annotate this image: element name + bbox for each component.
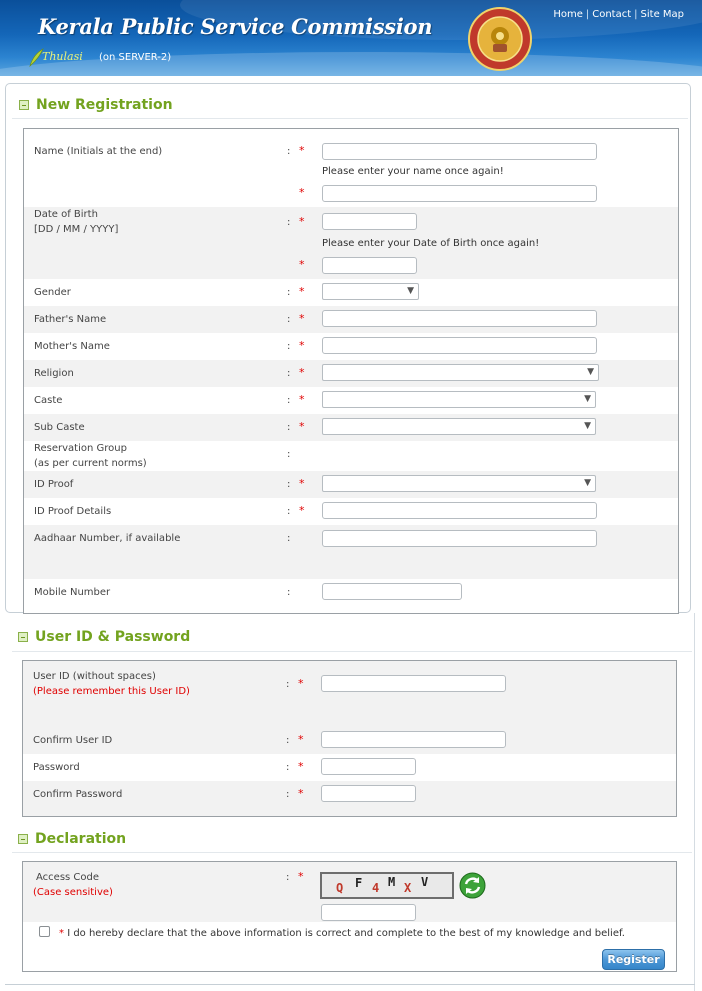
mobile-input[interactable] — [322, 583, 462, 600]
idproof-details-label: ID Proof Details — [34, 506, 112, 517]
name-confirm-hint: Please enter your name once again! — [322, 166, 504, 177]
dob-format: [DD / MM / YYYY] — [34, 224, 119, 235]
idproof-details-input[interactable] — [322, 502, 597, 519]
userid-note-text: (Please remember this User ID) — [33, 686, 190, 697]
server-label: (on SERVER-2) — [99, 52, 172, 63]
colon: : — [286, 872, 290, 883]
chevron-down-icon: ▼ — [584, 394, 591, 404]
required-marker: * — [298, 787, 304, 800]
reservation-sublabel: (as per current norms) — [34, 458, 147, 469]
site-header — [0, 0, 702, 76]
access-code-input[interactable] — [321, 904, 416, 921]
required-marker: * — [298, 733, 304, 746]
access-code-label: Access Code — [36, 872, 100, 883]
idproof-details-row — [24, 498, 678, 525]
required-marker: * — [299, 504, 305, 517]
colon: : — [287, 395, 291, 406]
mother-name-input[interactable] — [322, 337, 597, 354]
dob-row — [24, 207, 678, 279]
declaration-heading — [18, 829, 126, 849]
mobile-row — [24, 579, 678, 614]
subcaste-select[interactable] — [322, 418, 596, 435]
required-marker: * — [299, 477, 305, 490]
userid-label: User ID (without spaces) — [33, 671, 156, 682]
registration-heading-text: New Registration — [36, 97, 173, 113]
required-marker: * — [298, 677, 304, 690]
required-marker: * — [299, 144, 305, 157]
userid-input[interactable] — [321, 675, 506, 692]
heading-divider — [12, 852, 692, 853]
colon: : — [287, 217, 291, 228]
colon: : — [287, 314, 291, 325]
father-row — [24, 306, 678, 333]
site-map-link[interactable]: Site Map — [640, 9, 684, 20]
subcaste-row — [24, 414, 678, 441]
required-marker: * — [59, 928, 64, 939]
name-label: Name (Initials at the end) — [34, 146, 163, 157]
confirm-password-label: Confirm Password — [33, 789, 123, 800]
religion-select[interactable] — [322, 364, 599, 381]
captcha-char: 4 — [372, 881, 380, 895]
required-marker: * — [299, 258, 305, 271]
confirm-password-input[interactable] — [321, 785, 416, 802]
kerala-emblem-icon — [467, 6, 533, 72]
dob-confirm-hint: Please enter your Date of Birth once again! — [322, 238, 540, 249]
reservation-label: Reservation Group — [34, 443, 127, 454]
declaration-statement-text: I do hereby declare that the above information is correct and complete to the best of my knowledge and belief. — [67, 928, 625, 939]
colon: : — [287, 449, 291, 460]
captcha-char: M — [388, 875, 396, 889]
subcaste-label: Sub Caste — [34, 422, 85, 433]
section-collapse-icon — [18, 632, 28, 642]
access-code-row — [23, 862, 676, 922]
credentials-form — [22, 660, 677, 817]
register-button[interactable]: Register — [602, 949, 665, 970]
heading-divider — [12, 651, 692, 652]
mother-row — [24, 333, 678, 360]
thulasi-logo — [28, 45, 88, 69]
colon: : — [287, 533, 291, 544]
access-code-note — [33, 885, 113, 900]
colon: : — [287, 506, 291, 517]
declaration-form — [22, 861, 677, 972]
refresh-icon[interactable] — [459, 872, 486, 899]
credentials-heading-text: User ID & Password — [35, 629, 191, 645]
colon: : — [286, 679, 290, 690]
colon: : — [286, 735, 290, 746]
chevron-down-icon: ▼ — [407, 286, 414, 296]
colon: : — [287, 422, 291, 433]
caste-row — [24, 387, 678, 414]
credentials-heading — [18, 627, 190, 647]
required-marker: * — [298, 760, 304, 773]
name-confirm-input[interactable] — [322, 185, 597, 202]
panel-border — [5, 984, 695, 991]
caste-label: Caste — [34, 395, 63, 406]
userid-note — [33, 684, 190, 699]
confirm-userid-input[interactable] — [321, 731, 506, 748]
site-title: Kerala Public Service Commission — [38, 14, 433, 39]
religion-label: Religion — [34, 368, 74, 379]
colon: : — [287, 146, 291, 157]
aadhaar-label: Aadhaar Number, if available — [34, 533, 181, 544]
chevron-down-icon: ▼ — [584, 421, 591, 431]
userid-row — [23, 661, 676, 727]
heading-divider — [12, 118, 688, 119]
captcha-char: F — [355, 876, 363, 890]
chevron-down-icon: ▼ — [584, 478, 591, 488]
colon: : — [287, 368, 291, 379]
thulasi-wordmark: Thulasi — [42, 50, 83, 63]
colon: : — [286, 762, 290, 773]
password-row — [23, 754, 676, 781]
idproof-label: ID Proof — [34, 479, 74, 490]
colon: : — [287, 287, 291, 298]
password-label: Password — [33, 762, 80, 773]
required-marker: * — [299, 186, 305, 199]
registration-form — [23, 128, 679, 614]
required-marker: * — [299, 312, 305, 325]
required-marker: * — [299, 393, 305, 406]
reservation-row — [24, 441, 678, 471]
dob-input[interactable] — [322, 213, 417, 230]
colon: : — [287, 341, 291, 352]
aadhaar-input[interactable] — [322, 530, 597, 547]
captcha-char: V — [421, 875, 429, 889]
section-collapse-icon — [18, 834, 28, 844]
contact-link[interactable]: Contact — [592, 9, 632, 20]
captcha-char: X — [404, 881, 412, 895]
confirm-userid-label: Confirm User ID — [33, 735, 113, 746]
required-marker: * — [298, 870, 304, 883]
declaration-heading-text: Declaration — [35, 831, 127, 847]
required-marker: * — [299, 420, 305, 433]
password-input[interactable] — [321, 758, 416, 775]
father-label: Father's Name — [34, 314, 107, 325]
gender-label: Gender — [34, 287, 71, 298]
name-row — [24, 129, 678, 207]
home-link[interactable]: Home — [553, 9, 583, 20]
father-name-input[interactable] — [322, 310, 597, 327]
name-input[interactable] — [322, 143, 597, 160]
aadhaar-row — [24, 525, 678, 579]
required-marker: * — [299, 339, 305, 352]
nav-separator: | — [585, 9, 590, 20]
access-code-note-text: (Case sensitive) — [33, 887, 113, 898]
nav-separator: | — [634, 9, 638, 20]
dob-label: Date of Birth — [34, 209, 98, 220]
required-marker: * — [299, 366, 305, 379]
captcha-char: Q — [336, 881, 344, 895]
declaration-statement — [59, 928, 625, 939]
idproof-row — [24, 471, 678, 498]
declaration-checkbox[interactable] — [39, 926, 50, 937]
colon: : — [287, 479, 291, 490]
section-collapse-icon — [19, 100, 29, 110]
caste-select[interactable] — [322, 391, 596, 408]
captcha-image — [320, 872, 454, 899]
required-marker: * — [299, 285, 305, 298]
panel-border — [694, 613, 695, 991]
registration-heading — [19, 95, 173, 115]
colon: : — [286, 789, 290, 800]
top-nav — [553, 9, 684, 20]
confirm-userid-row — [23, 727, 676, 754]
chevron-down-icon: ▼ — [587, 367, 594, 377]
idproof-select[interactable] — [322, 475, 596, 492]
mobile-label: Mobile Number — [34, 587, 111, 598]
gender-row — [24, 279, 678, 306]
gender-select[interactable] — [322, 283, 419, 300]
required-marker: * — [299, 215, 305, 228]
religion-row — [24, 360, 678, 387]
dob-confirm-input[interactable] — [322, 257, 417, 274]
confirm-password-row — [23, 781, 676, 817]
colon: : — [287, 587, 291, 598]
mother-label: Mother's Name — [34, 341, 110, 352]
